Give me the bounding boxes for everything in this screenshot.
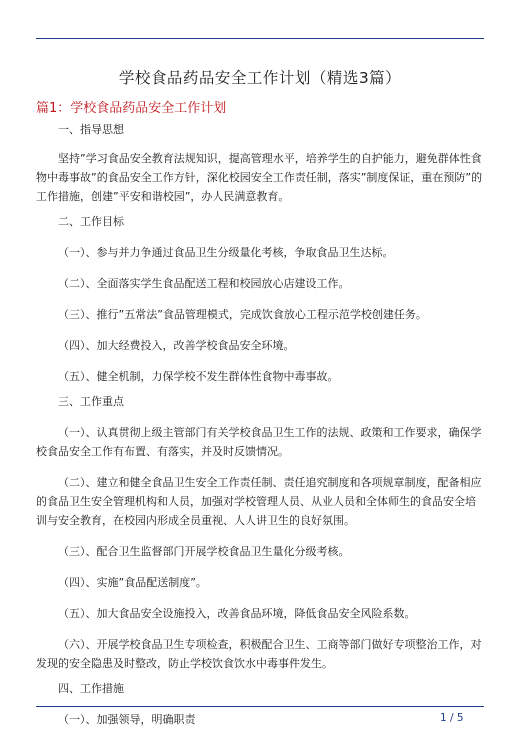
list-item: （四）、实施”食品配送制度”。: [58, 576, 207, 589]
heading-work-measures: 四、工作措施: [58, 682, 124, 695]
list-item: （五）、加大食品安全设施投入，改善食品环境，降低食品安全风险系数。: [58, 607, 416, 620]
list-item: （三）、推行”五常法”食品管理模式，完成饮食放心工程示范学校创建任务。: [58, 308, 427, 321]
paragraph: 坚持”学习食品安全教育法规知识，提高管理水平，培养学生的自护能力，避免群体性食物中毒事故”的食品安全工作方针，深化校园安全工作责任制，落实”制度保证，重在预防”的工作措施，创建”平安和谐校园”，办人民满意教育。: [36, 152, 483, 203]
list-item: （二）、建立和健全食品卫生安全工作责任制、责任追究制度和各项规章制度，配备相应的食品卫生安全管理机构和人员，加强对学校管理人员、从业人员和全体师生的食品安全培训与安全教育，在校园内形成全员重视、人人讲卫生的良好氛围。: [36, 476, 482, 527]
heading-guiding-ideology: 一、指导思想: [58, 123, 124, 136]
section-heading: 篇1：学校食品药品安全工作计划: [36, 101, 227, 116]
list-item: （一）、加强领导，明确职责: [58, 713, 196, 726]
list-item: （五）、健全机制，力保学校不发生群体性食物中毒事故。: [58, 370, 339, 383]
footer-rule: [36, 706, 484, 707]
list-item: （六）、开展学校食品卫生专项检查，积极配合卫生、工商等部门做好专项整治工作，对发现的安全隐患及时整改，防止学校饮食饮水中毒事件发生。: [36, 638, 482, 670]
list-item: （三）、配合卫生监督部门开展学校食品卫生量化分级考核。: [58, 545, 350, 558]
page-number: 1 / 5: [440, 712, 464, 724]
header-rule: [36, 38, 484, 39]
document-body: [36, 120, 484, 729]
list-item: （四）、加大经费投入，改善学校食品安全环境。: [58, 339, 295, 352]
heading-work-goals: 二、工作目标: [58, 215, 124, 228]
list-item: （一）、参与并力争通过食品卫生分级量化考核，争取食品卫生达标。: [58, 246, 394, 259]
list-item: （二）、全面落实学生食品配送工程和校园放心店建设工作。: [58, 277, 350, 290]
list-item: （一）、认真贯彻上级主管部门有关学校食品卫生工作的法规、政策和工作要求，确保学校食品安全工作有布置、有落实，并及时反馈情况。: [36, 426, 482, 458]
document-title: 学校食品药品安全工作计划（精选3篇）: [118, 69, 402, 87]
heading-work-focus: 三、工作重点: [58, 395, 124, 408]
